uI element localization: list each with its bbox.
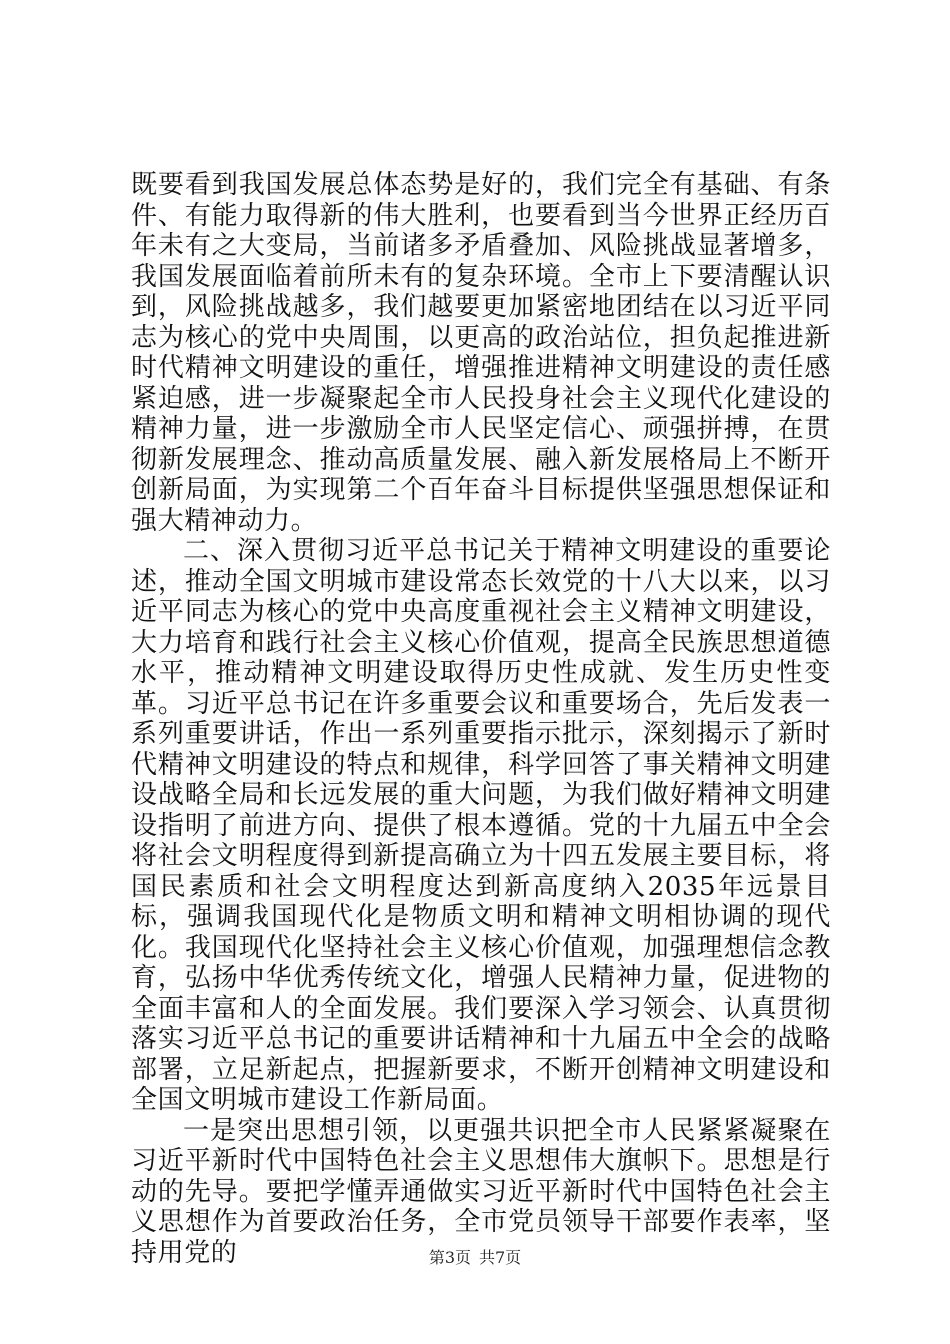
paragraph-section-two: 二、深入贯彻习近平总书记关于精神文明建设的重要论述，推动全国文明城市建设常态长效党的十八大以来，以习近平同志为核心的党中央高度重视社会主义精神文明建设，大力培育和践行社会主义核心价值观，提高全民族思想道德水平，推动精神文明建设取得历史性成就、发生历史性变革。习近平总书记在许多重要会议和重要场合，先后发表一系列重要讲话，作出一系列重要指示批示，深刻揭示了新时代精神文明建设的特点和规律，科学回答了事关精神文明建设战略全局和长远发展的重大问题，为我们做好精神文明建设指明了前进方向、提供了根本遵循。党的十九届五中全会将社会文明程度得到新提高确立为十四五发展主要目标，将国民素质和社会文明程度达到新高度纳入2035年远景目标，强调我国现代化是物质文明和精神文明相协调的现代化。我国现代化坚持社会主义核心价值观，加强理想信念教育，弘扬中华优秀传统文化，增强人民精神力量，促进物的全面丰富和人的全面发展。我们要深入学习领会、认真贯彻落实习近平总书记的重要讲话精神和十九届五中全会的战略部署，立足新起点，把握新要求，不断开创精神文明建设和全国文明城市建设工作新局面。 — [131, 536, 831, 1115]
document-body — [131, 170, 831, 1268]
paragraph-point-one: 一是突出思想引领，以更强共识把全市人民紧紧凝聚在习近平新时代中国特色社会主义思想伟大旗帜下。思想是行动的先导。要把学懂弄通做实习近平新时代中国特色社会主义思想作为首要政治任务，全市党员领导干部要作表率，坚持用党的 — [131, 1115, 831, 1268]
page-number: 第3页 — [428, 1248, 471, 1267]
paragraph-continuation: 既要看到我国发展总体态势是好的，我们完全有基础、有条件、有能力取得新的伟大胜利，也要看到当今世界正经历百年未有之大变局，当前诸多矛盾叠加、风险挑战显著增多，我国发展面临着前所未有的复杂环境。全市上下要清醒认识到，风险挑战越多，我们越要更加紧密地团结在以习近平同志为核心的党中央周围，以更高的政治站位，担负起推进新时代精神文明建设的重任，增强推进精神文明建设的责任感紧迫感，进一步凝聚起全市人民投身社会主义现代化建设的精神力量，进一步激励全市人民坚定信心、顽强拼搏，在贯彻新发展理念、推动高质量发展、融入新发展格局上不断开创新局面，为实现第二个百年奋斗目标提供坚强思想保证和强大精神动力。 — [131, 170, 831, 536]
page-total: 共7页 — [479, 1248, 522, 1267]
page-footer — [0, 1245, 950, 1268]
